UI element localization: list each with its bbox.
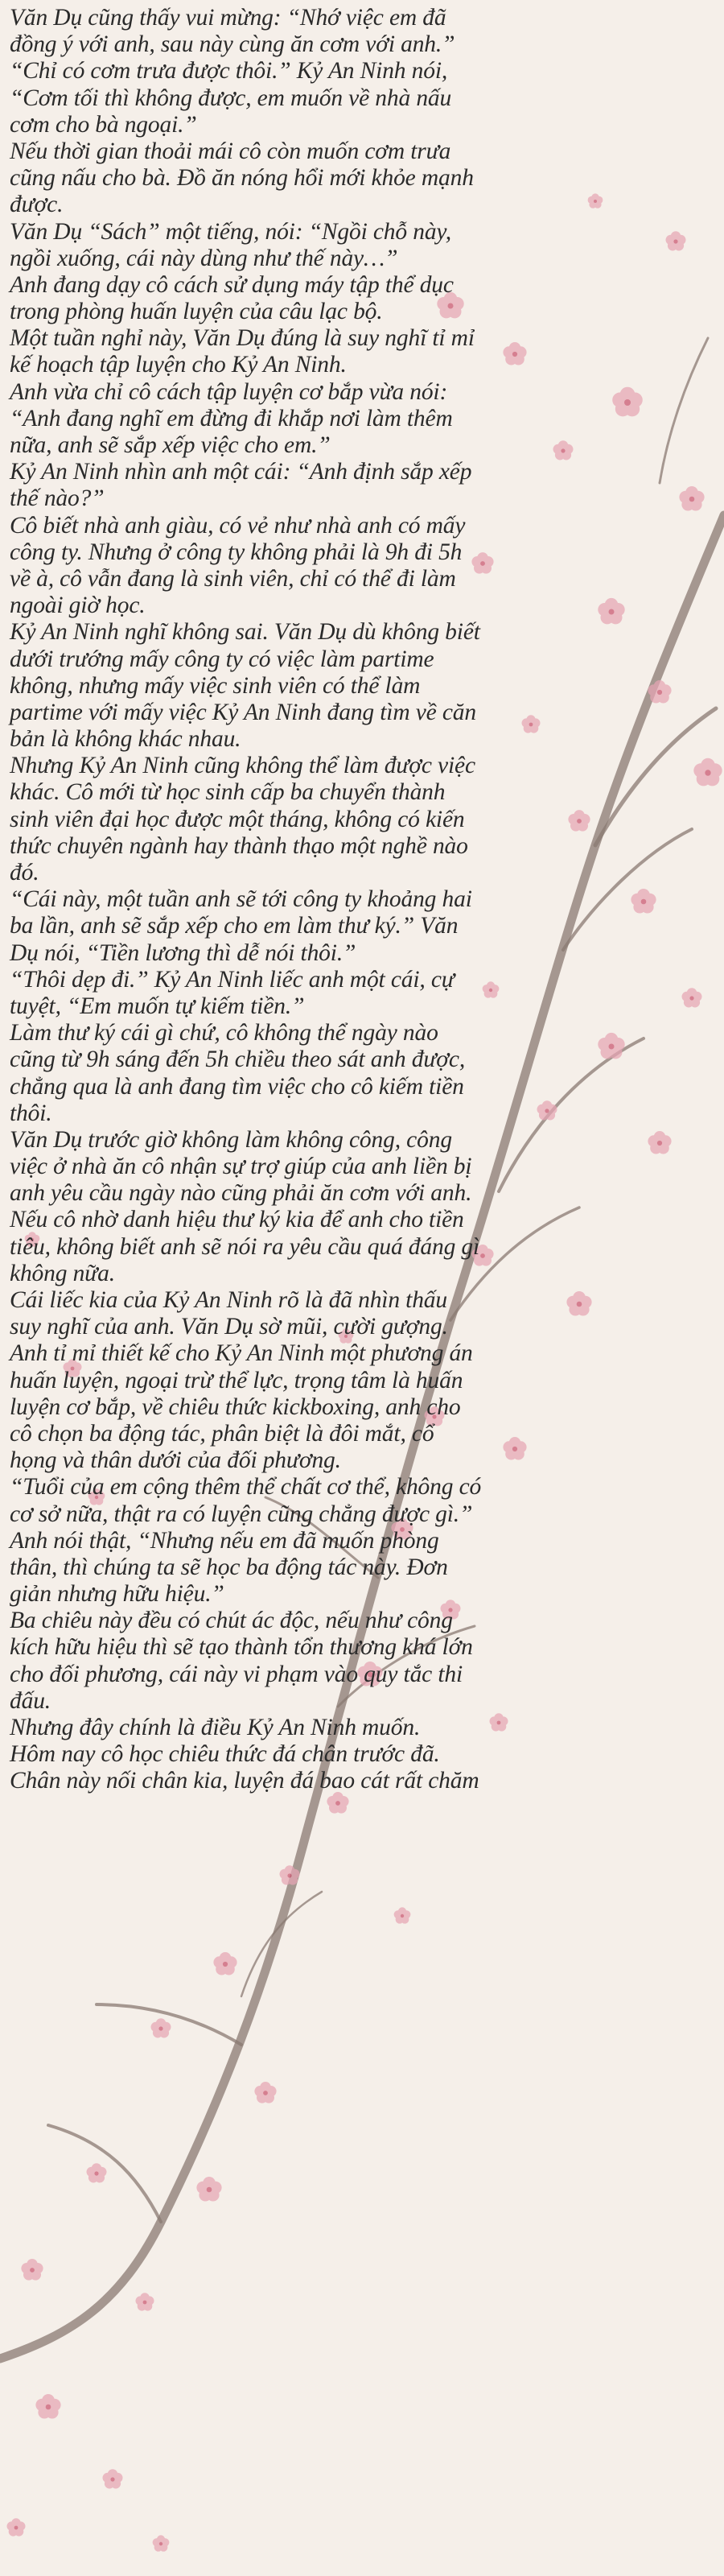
blossom-center [30, 2268, 35, 2273]
story-line: dưới trướng mấy công ty có việc làm partime [10, 646, 434, 672]
story-line: Anh tỉ mỉ thiết kế cho Kỷ An Ninh một phương án [10, 1340, 473, 1367]
story-line: bản là không khác nhau. [10, 726, 241, 753]
blossom-center [287, 1873, 291, 1877]
story-line: giản nhưng hữu hiệu.” [10, 1581, 224, 1608]
story-line: partime với mấy việc Kỷ An Ninh đang tìm về căn [10, 699, 476, 725]
story-line: anh yêu cầu ngày nào cũng phải ăn cơm với anh. [10, 1180, 472, 1207]
story-line: Hôm nay cô học chiêu thức đá chân trước đã. [10, 1741, 440, 1768]
blossom-center [401, 1914, 404, 1918]
story-line: Kỷ An Ninh nhìn anh một cái: “Anh định sắp xếp [10, 459, 472, 485]
story-line: cơm cho bà ngoại.” [10, 111, 197, 138]
story-line: ba lần, anh sẽ sắp xếp cho em làm thư ký.” Văn [10, 913, 459, 939]
story-line: cho đối phương, cái này vi phạm vào quy tắc thi [10, 1661, 463, 1687]
story-line: cơ sở nữa, thật ra có luyện cũng chẳng được gì.” [10, 1501, 473, 1527]
story-line: ngồi xuống, cái này dùng như thế này…” [10, 245, 398, 271]
story-line: “Tuổi của em cộng thêm thể chất cơ thể, không có [10, 1474, 482, 1501]
story-line: không, nhưng mấy việc sinh viên có thể làm [10, 672, 421, 699]
story-line: về à, cô vẫn đang là sinh viên, chỉ có thể đi làm [10, 565, 456, 592]
blossom-petal [196, 2182, 209, 2194]
blossom-center [223, 1962, 228, 1967]
story-line: Văn Dụ trước giờ không làm không công, công [10, 1126, 452, 1153]
blossom-petal [87, 2167, 97, 2177]
story-line: tuyệt, “Em muốn tự kiếm tiền.” [10, 993, 305, 1019]
blossom-center [335, 1801, 340, 1806]
story-line: đó. [10, 860, 39, 886]
blossom-center [158, 2026, 162, 2030]
blossom-center [263, 2091, 268, 2095]
blossom-petal [7, 2521, 16, 2530]
story-line: đồng ý với anh, sau này cùng ăn cơm với anh.” [10, 31, 455, 58]
blossom-petal [327, 1796, 338, 1807]
blossom-petal [151, 2022, 161, 2032]
story-line: họng và thân dưới của đối phương. [10, 1447, 341, 1474]
blossom-center [94, 2171, 98, 2175]
story-line: Cô biết nhà anh giàu, có vẻ như nhà anh có mấy [10, 512, 466, 539]
blossom-center [46, 2405, 51, 2410]
story-line: suy nghĩ của anh. Văn Dụ sờ mũi, cười gượng. [10, 1314, 448, 1340]
story-line: “Cơm tối thì không được, em muốn về nhà nấu [10, 85, 452, 111]
story-line: Nhưng Kỷ An Ninh cũng không thể làm được việc [10, 753, 475, 779]
story-line: Kỷ An Ninh nghĩ không sai. Văn Dụ dù không biết [10, 619, 480, 646]
story-line: chẳng qua là anh đang tìm việc cho cô kiếm tiền [10, 1073, 464, 1100]
story-line: cũng từ 9h sáng đến 5h chiều theo sát anh được, [10, 1046, 466, 1073]
story-line: Cái liếc kia của Kỷ An Ninh rõ là đã nhìn thấu [10, 1287, 448, 1313]
story-line: sinh viên đại học được một tháng, không có kiến [10, 806, 465, 832]
story-line: kích hữu hiệu thì sẽ tạo thành tổn thương khá lớn [10, 1634, 473, 1661]
story-line: không nữa. [10, 1260, 115, 1286]
blossom-petal [153, 2538, 161, 2546]
story-line: Nhưng đây chính là điều Kỷ An Ninh muốn. [10, 1715, 421, 1740]
story-line: Anh đang dạy cô cách sử dụng máy tập thể dục [10, 271, 454, 298]
story-line: đấu. [10, 1687, 51, 1714]
blossom-petal [280, 1869, 290, 1879]
blossom-center [159, 2542, 162, 2545]
story-line: khác. Cô mới từ học sinh cấp ba chuyển thành [10, 779, 446, 806]
story-line: thôi. [10, 1100, 52, 1126]
blossom-petal [103, 2473, 113, 2483]
story-line: trong phòng huấn luyện của câu lạc bộ. [10, 299, 383, 325]
story-line: Chân này nối chân kia, luyện đá bao cát rất chăm [10, 1768, 479, 1794]
story-line: ngoài giờ học. [10, 592, 146, 619]
story-line: được. [10, 192, 64, 218]
blossom-petal [394, 1910, 402, 1918]
story-line: kế hoạch tập luyện cho Kỷ An Ninh. [10, 352, 347, 378]
story-line: Một tuần nghỉ này, Văn Dụ đúng là suy nghĩ tỉ mỉ [10, 325, 475, 352]
story-line: thân, thì chúng ta sẽ học ba động tác này. Đơn [10, 1554, 448, 1580]
story-line: Nếu thời gian thoải mái cô còn muốn cơm trưa [10, 138, 451, 164]
story-line: nữa, anh sẽ sắp xếp việc cho em.” [10, 432, 331, 458]
story-line: “Cái này, một tuần anh sẽ tới công ty khoảng hai [10, 886, 472, 913]
story-line: Văn Dụ cũng thấy vui mừng: “Nhớ việc em đã [10, 5, 446, 31]
blossom-center [207, 2187, 212, 2193]
blossom-petal [35, 2399, 48, 2412]
story-line: Dụ nói, “Tiền lương thì dễ nói thôi.” [10, 939, 356, 966]
story-line: Làm thư ký cái gì chứ, cô không thể ngày nào [10, 1020, 438, 1046]
story-line: “Thôi dẹp đi.” Kỷ An Ninh liếc anh một cái, cự [10, 966, 455, 993]
story-line: công ty. Nhưng ở công ty không phải là 9h đi 5h [10, 539, 463, 565]
blossom-petal [254, 2086, 265, 2097]
blossom-petal [136, 2296, 145, 2305]
blossom-petal [21, 2263, 32, 2274]
blossom-center [110, 2477, 114, 2481]
story-line: luyện cơ bắp, về chiêu thức kickboxing, anh cho [10, 1393, 461, 1420]
story-line: “Anh đang nghĩ em đừng đi khắp nơi làm thêm [10, 405, 453, 431]
story-line: huấn luyện, ngoại trừ thể lực, trọng tâm là huấn [10, 1367, 463, 1393]
story-line: Văn Dụ “Sách” một tiếng, nói: “Ngồi chỗ này, [10, 218, 451, 245]
blossom-petal [213, 1956, 225, 1968]
story-line: cô chọn ba động tác, phân biệt là đôi mắt, cổ [10, 1420, 434, 1447]
story-line: việc ở nhà ăn cô nhận sự trợ giúp của anh liền bị [10, 1154, 472, 1180]
story-line: Ba chiêu này đều có chút ác độc, nếu như công [10, 1608, 453, 1634]
story-line: “Chỉ có cơm trưa được thôi.” Kỷ An Ninh nói, [10, 58, 448, 85]
blossom-center [143, 2301, 147, 2305]
story-line: cũng nấu cho bà. Đồ ăn nóng hổi mới khỏe mạnh [10, 165, 474, 192]
blossom-center [14, 2526, 19, 2530]
story-line: Nếu cô nhờ danh hiệu thư ký kia để anh cho tiền [10, 1207, 464, 1233]
story-line: thức chuyên ngành hay thành thạo một nghề nào [10, 832, 468, 859]
story-line: Anh nói thật, “Nhưng nếu em đã muốn phòng [10, 1527, 439, 1554]
story-line: tiêu, không biết anh sẽ nói ra yêu cầu quá đáng gì [10, 1233, 480, 1260]
story-line: Anh vừa chỉ cô cách tập luyện cơ bắp vừa nói: [10, 378, 448, 405]
story-line: thế nào?” [10, 485, 105, 512]
